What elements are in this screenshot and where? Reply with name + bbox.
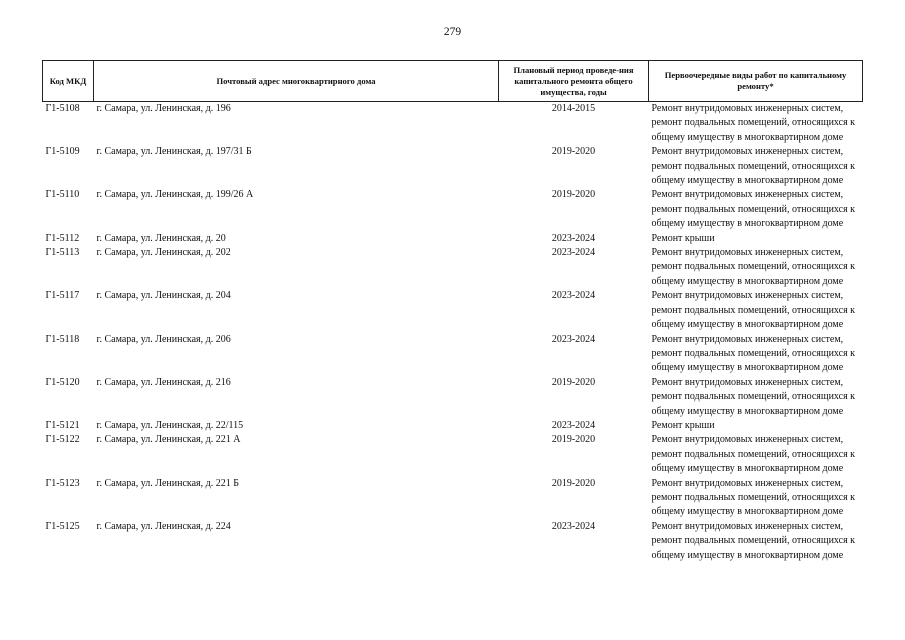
row-address: г. Самара, ул. Ленинская, д. 197/31 Б [96,146,252,158]
row-address: г. Самара, ул. Ленинская, д. 22/115 [96,419,244,431]
works-line: ремонт подвальных помещений, относящихся к [651,491,856,503]
row-period: 2023-2024 [551,232,596,244]
table-row [43,477,863,520]
row-address: г. Самара, ул. Ленинская, д. 202 [96,247,231,259]
works-line: ремонт подвальных помещений, относящихся к [651,535,856,547]
works-line: общему имуществу в многоквартирном доме [651,463,844,475]
works-line: Ремонт крыши [651,232,715,244]
row-code: Г1-5112 [45,232,80,244]
row-works [649,232,863,246]
works-line: общему имуществу в многоквартирном доме [651,362,844,374]
works-line: Ремонт внутридомовых инженерных систем, [651,434,844,446]
page-number: 279 [443,26,462,38]
row-works [649,477,863,520]
row-works [649,376,863,419]
row-address: г. Самара, ул. Ленинская, д. 199/26 А [96,189,254,201]
capital-repair-table [42,60,863,563]
table-row [43,419,863,433]
row-period: 2023-2024 [551,333,596,345]
row-period: 2019-2020 [551,146,596,158]
row-works [649,419,863,433]
works-line: Ремонт внутридомовых инженерных систем, [651,247,844,259]
row-period: 2023-2024 [551,247,596,259]
header-address: Почтовый адрес многоквартирного дома [94,61,499,102]
header-code: Код МКД [43,61,94,102]
row-address: г. Самара, ул. Ленинская, д. 206 [96,333,231,345]
works-line: общему имуществу в многоквартирном доме [651,131,844,143]
table-row [43,102,863,146]
works-line: Ремонт крыши [651,419,715,431]
works-line: ремонт подвальных помещений, относящихся к [651,391,856,403]
row-works [649,145,863,188]
row-period: 2019-2020 [551,189,596,201]
row-period: 2014-2015 [551,103,596,114]
works-line: ремонт подвальных помещений, относящихся к [651,203,856,215]
works-line: общему имуществу в многоквартирном доме [651,175,844,187]
row-address: г. Самара, ул. Ленинская, д. 204 [96,290,231,302]
header-row [43,61,863,102]
works-line: Ремонт внутридомовых инженерных систем, [651,376,844,388]
row-code: Г1-5121 [45,419,80,431]
table-header [43,61,863,102]
works-line: Ремонт внутридомовых инженерных систем, [651,103,844,114]
table-row [43,145,863,188]
row-code: Г1-5109 [45,146,80,158]
table-body [43,102,863,564]
row-period: 2023-2024 [551,520,596,532]
header-works: Первоочередные виды работ по капитальному ремонту* [649,61,863,102]
table-row [43,232,863,246]
table-row [43,289,863,332]
row-code: Г1-5110 [45,189,80,201]
works-line: общему имуществу в многоквартирном доме [651,319,844,331]
works-line: общему имуществу в многоквартирном доме [651,549,844,561]
works-line: ремонт подвальных помещений, относящихся к [651,304,856,316]
row-code: Г1-5123 [45,477,80,489]
works-line: ремонт подвальных помещений, относящихся к [651,117,856,129]
row-works [649,433,863,476]
row-address: г. Самара, ул. Ленинская, д. 221 А [96,434,241,446]
works-line: Ремонт внутридомовых инженерных систем, [651,477,844,489]
works-line: общему имуществу в многоквартирном доме [651,405,844,417]
row-period: 2023-2024 [551,419,596,431]
table-row [43,188,863,231]
header-period: Плановый период проведе-ния капитального ремонта общего имущества, годы [499,61,649,102]
table-row [43,433,863,476]
works-line: общему имуществу в многоквартирном доме [651,218,844,230]
row-period: 2019-2020 [551,477,596,489]
row-works [649,333,863,376]
row-code: Г1-5125 [45,520,80,532]
works-line: Ремонт внутридомовых инженерных систем, [651,520,844,532]
row-works [649,102,863,146]
row-code: Г1-5120 [45,376,80,388]
table-row [43,246,863,289]
row-code: Г1-5122 [45,434,80,446]
works-line: ремонт подвальных помещений, относящихся к [651,160,856,172]
works-line: Ремонт внутридомовых инженерных систем, [651,333,844,345]
row-address: г. Самара, ул. Ленинская, д. 224 [96,520,231,532]
works-line: Ремонт внутридомовых инженерных систем, [651,290,844,302]
works-line: Ремонт внутридомовых инженерных систем, [651,146,844,158]
works-line: Ремонт внутридомовых инженерных систем, [651,189,844,201]
row-works [649,289,863,332]
row-address: г. Самара, ул. Ленинская, д. 196 [96,103,231,114]
table-row [43,376,863,419]
row-code: Г1-5108 [45,103,80,114]
row-address: г. Самара, ул. Ленинская, д. 20 [96,232,226,244]
works-line: ремонт подвальных помещений, относящихся к [651,261,856,273]
row-works [649,188,863,231]
row-period: 2019-2020 [551,376,596,388]
works-line: ремонт подвальных помещений, относящихся к [651,347,856,359]
row-period: 2023-2024 [551,290,596,302]
row-address: г. Самара, ул. Ленинская, д. 216 [96,376,231,388]
row-period: 2019-2020 [551,434,596,446]
table-row [43,520,863,563]
row-code: Г1-5117 [45,290,80,302]
works-line: ремонт подвальных помещений, относящихся к [651,448,856,460]
row-address: г. Самара, ул. Ленинская, д. 221 Б [96,477,239,489]
works-line: общему имуществу в многоквартирном доме [651,275,844,287]
table-row [43,333,863,376]
row-code: Г1-5113 [45,247,80,259]
row-code: Г1-5118 [45,333,80,345]
row-works [649,520,863,563]
works-line: общему имуществу в многоквартирном доме [651,506,844,518]
row-works [649,246,863,289]
